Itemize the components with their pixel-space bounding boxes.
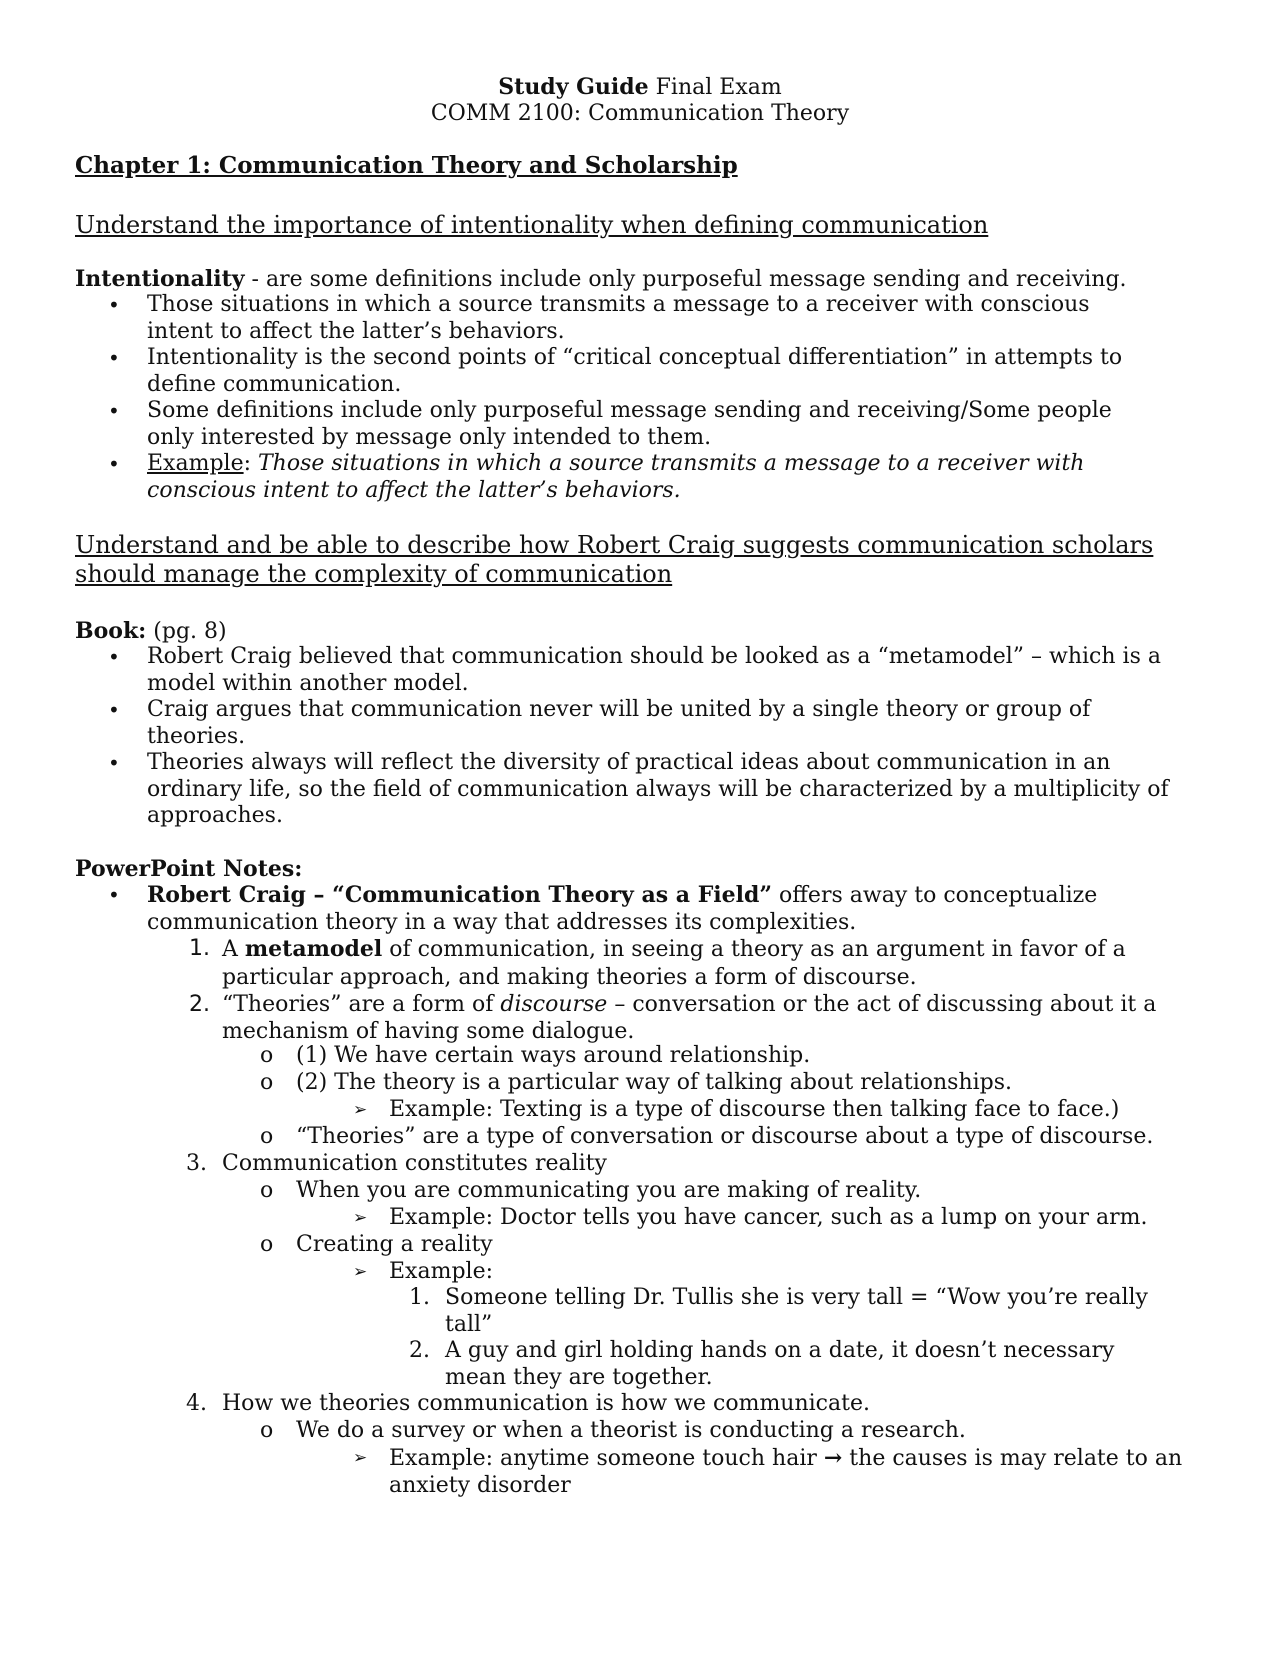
chapter-heading: Chapter 1: Communication Theory and Scholarship [75,152,738,179]
book-reference [75,618,1215,646]
list-item [108,345,1147,398]
arrow-marker: ➢ [353,1448,368,1468]
book-page: (pg. 8) [146,619,227,644]
bullet-marker: • [108,452,120,476]
sub-item [260,1043,1196,1070]
sub-item [260,1178,1196,1205]
number-marker: 2. [409,1338,430,1363]
bullet-marker: • [108,399,120,423]
sub-item-text: (2) The theory is a particular way of talking about relationships. [296,1070,1013,1095]
title-rest: Final Exam [648,75,782,100]
document-title [0,74,1280,102]
sub-sub-item-text: Example: Doctor tells you have cancer, such as a lump on your arm. [389,1205,1148,1230]
sub-sub-item [353,1097,1189,1124]
bullet-marker: • [108,751,120,775]
item-text: Communication constitutes reality [222,1151,607,1176]
example-item-text: A guy and girl holding hands on a date, it doesn’t necessary mean they are together. [445,1338,1115,1390]
objective-heading: Understand and be able to describe how Robert Craig suggests communication scholars should manage the complexity of communication [75,531,1154,588]
document-subtitle: COMM 2100: Communication Theory [430,101,850,126]
sub-item-text: Creating a reality [296,1232,493,1257]
craig-desc: offers away to conceptualize communication theory in a way that addresses its complexities. [147,883,1098,935]
sub-item [260,1124,1196,1151]
example-colon: : [243,451,258,476]
list-item-text: Craig argues that communication never will be united by a single theory or group of theories. [147,697,1091,749]
item-text: How we theories communication is how we communicate. [222,1391,870,1416]
bullet-marker: • [108,883,120,907]
item-text: A [222,937,245,962]
sub-sub-item [353,1445,1189,1499]
craig-title: Robert Craig – “Communication Theory as a Field” [147,882,773,908]
circle-marker: o [260,1124,274,1149]
number-marker: 1. [409,1285,430,1310]
example-numbered-item [409,1285,1175,1338]
sub-item-text: “Theories” are a type of conversation or discourse about a type of discourse. [296,1124,1154,1149]
list-item [108,644,1187,697]
list-item-text: Some definitions include only purposeful message sending and receiving/Some people only interested by message only intended to them. [147,398,1112,450]
sub-item [260,1418,1196,1445]
item-text: – conversation or the act of discussing about it a mechanism of having some dialogue. [222,992,1157,1044]
list-item-text: Theories always will reflect the diversity of practical ideas about communication in an ordinary life, so the field of communication always will be characterized by a multiplicity of approaches. [147,750,1169,828]
list-item [108,697,1187,750]
number-marker: 1. [189,936,210,961]
circle-marker: o [260,1070,274,1095]
list-item [108,882,1147,936]
numbered-item [189,935,1172,992]
sub-sub-item [353,1205,1189,1232]
intentionality-bullets [108,292,1147,504]
list-item [108,750,1187,830]
sub-item-text: We do a survey or when a theorist is conducting a research. [296,1418,966,1443]
term-definition: - are some definitions include only purposeful message sending and receiving. [244,267,1127,292]
circle-marker: o [260,1232,274,1257]
number-marker: 3. [186,1151,207,1176]
sub-sub-item-text: Example: anytime someone touch hair [389,1446,824,1471]
book-label: Book: [75,618,147,644]
numbered-item [189,991,1192,1045]
circle-marker: o [260,1418,274,1443]
sub-sub-item-text: the causes is may relate to an anxiety disorder [389,1446,1183,1498]
numbered-item [186,1391,1172,1418]
number-marker: 4. [186,1391,207,1416]
ppt-label-text: PowerPoint Notes: [75,856,303,882]
book-bullets [108,644,1187,830]
list-item [108,292,1147,345]
sub-item [260,1232,1196,1259]
circle-marker: o [260,1043,274,1068]
example-text: Those situations in which a source transmits a message to a receiver with conscious intent to affect the latter’s behaviors. [147,451,1085,503]
right-arrow-icon: → [823,1445,843,1471]
sub-sub-item-text: Example: Texting is a type of discourse then talking face to face.) [389,1097,1120,1122]
item-bold: metamodel [244,936,383,962]
bullet-marker: • [108,346,120,370]
item-italic: discourse [500,992,608,1017]
list-item [108,398,1147,451]
example-numbered-item [409,1338,1145,1391]
term-label: Intentionality [75,266,245,292]
numbered-item [186,1151,1172,1178]
objective-heading: Understand the importance of intentionality when defining communication [75,211,989,239]
list-item-text: Intentionality is the second points of “critical conceptual differentiation” in attempts to define communication. [147,345,1123,397]
arrow-marker: ➢ [353,1262,368,1282]
sub-item [260,1070,1196,1097]
arrow-marker: ➢ [353,1100,368,1120]
example-item-text: Someone telling Dr. Tullis she is very tall = “Wow you’re really tall” [445,1285,1148,1337]
list-item [108,451,1147,504]
sub-sub-item [353,1259,1189,1286]
bullet-marker: • [108,698,120,722]
title-bold: Study Guide [498,74,649,100]
intentionality-definition [75,266,1215,294]
number-marker: 2. [189,992,210,1017]
sub-item-text: When you are communicating you are making of reality. [296,1178,922,1203]
ppt-notes-label [75,856,1215,884]
bullet-marker: • [108,645,120,669]
list-item-text: Those situations in which a source transmits a message to a receiver with conscious intent to affect the latter’s behaviors. [147,292,1090,344]
ppt-bullets [108,882,1147,936]
circle-marker: o [260,1178,274,1203]
list-item-text: Robert Craig believed that communication should be looked as a “metamodel” – which is a model within another model. [147,644,1161,696]
bullet-marker: • [108,293,120,317]
example-label: Example [147,451,244,476]
item-text: of communication, in seeing a theory as an argument in favor of a particular approach, and making theories a form of discourse. [222,937,1126,990]
sub-item-text: (1) We have certain ways around relationship. [296,1043,811,1068]
sub-sub-item-text: Example: [389,1259,493,1284]
arrow-marker: ➢ [353,1208,368,1228]
item-text: “Theories” are a form of [222,992,501,1017]
